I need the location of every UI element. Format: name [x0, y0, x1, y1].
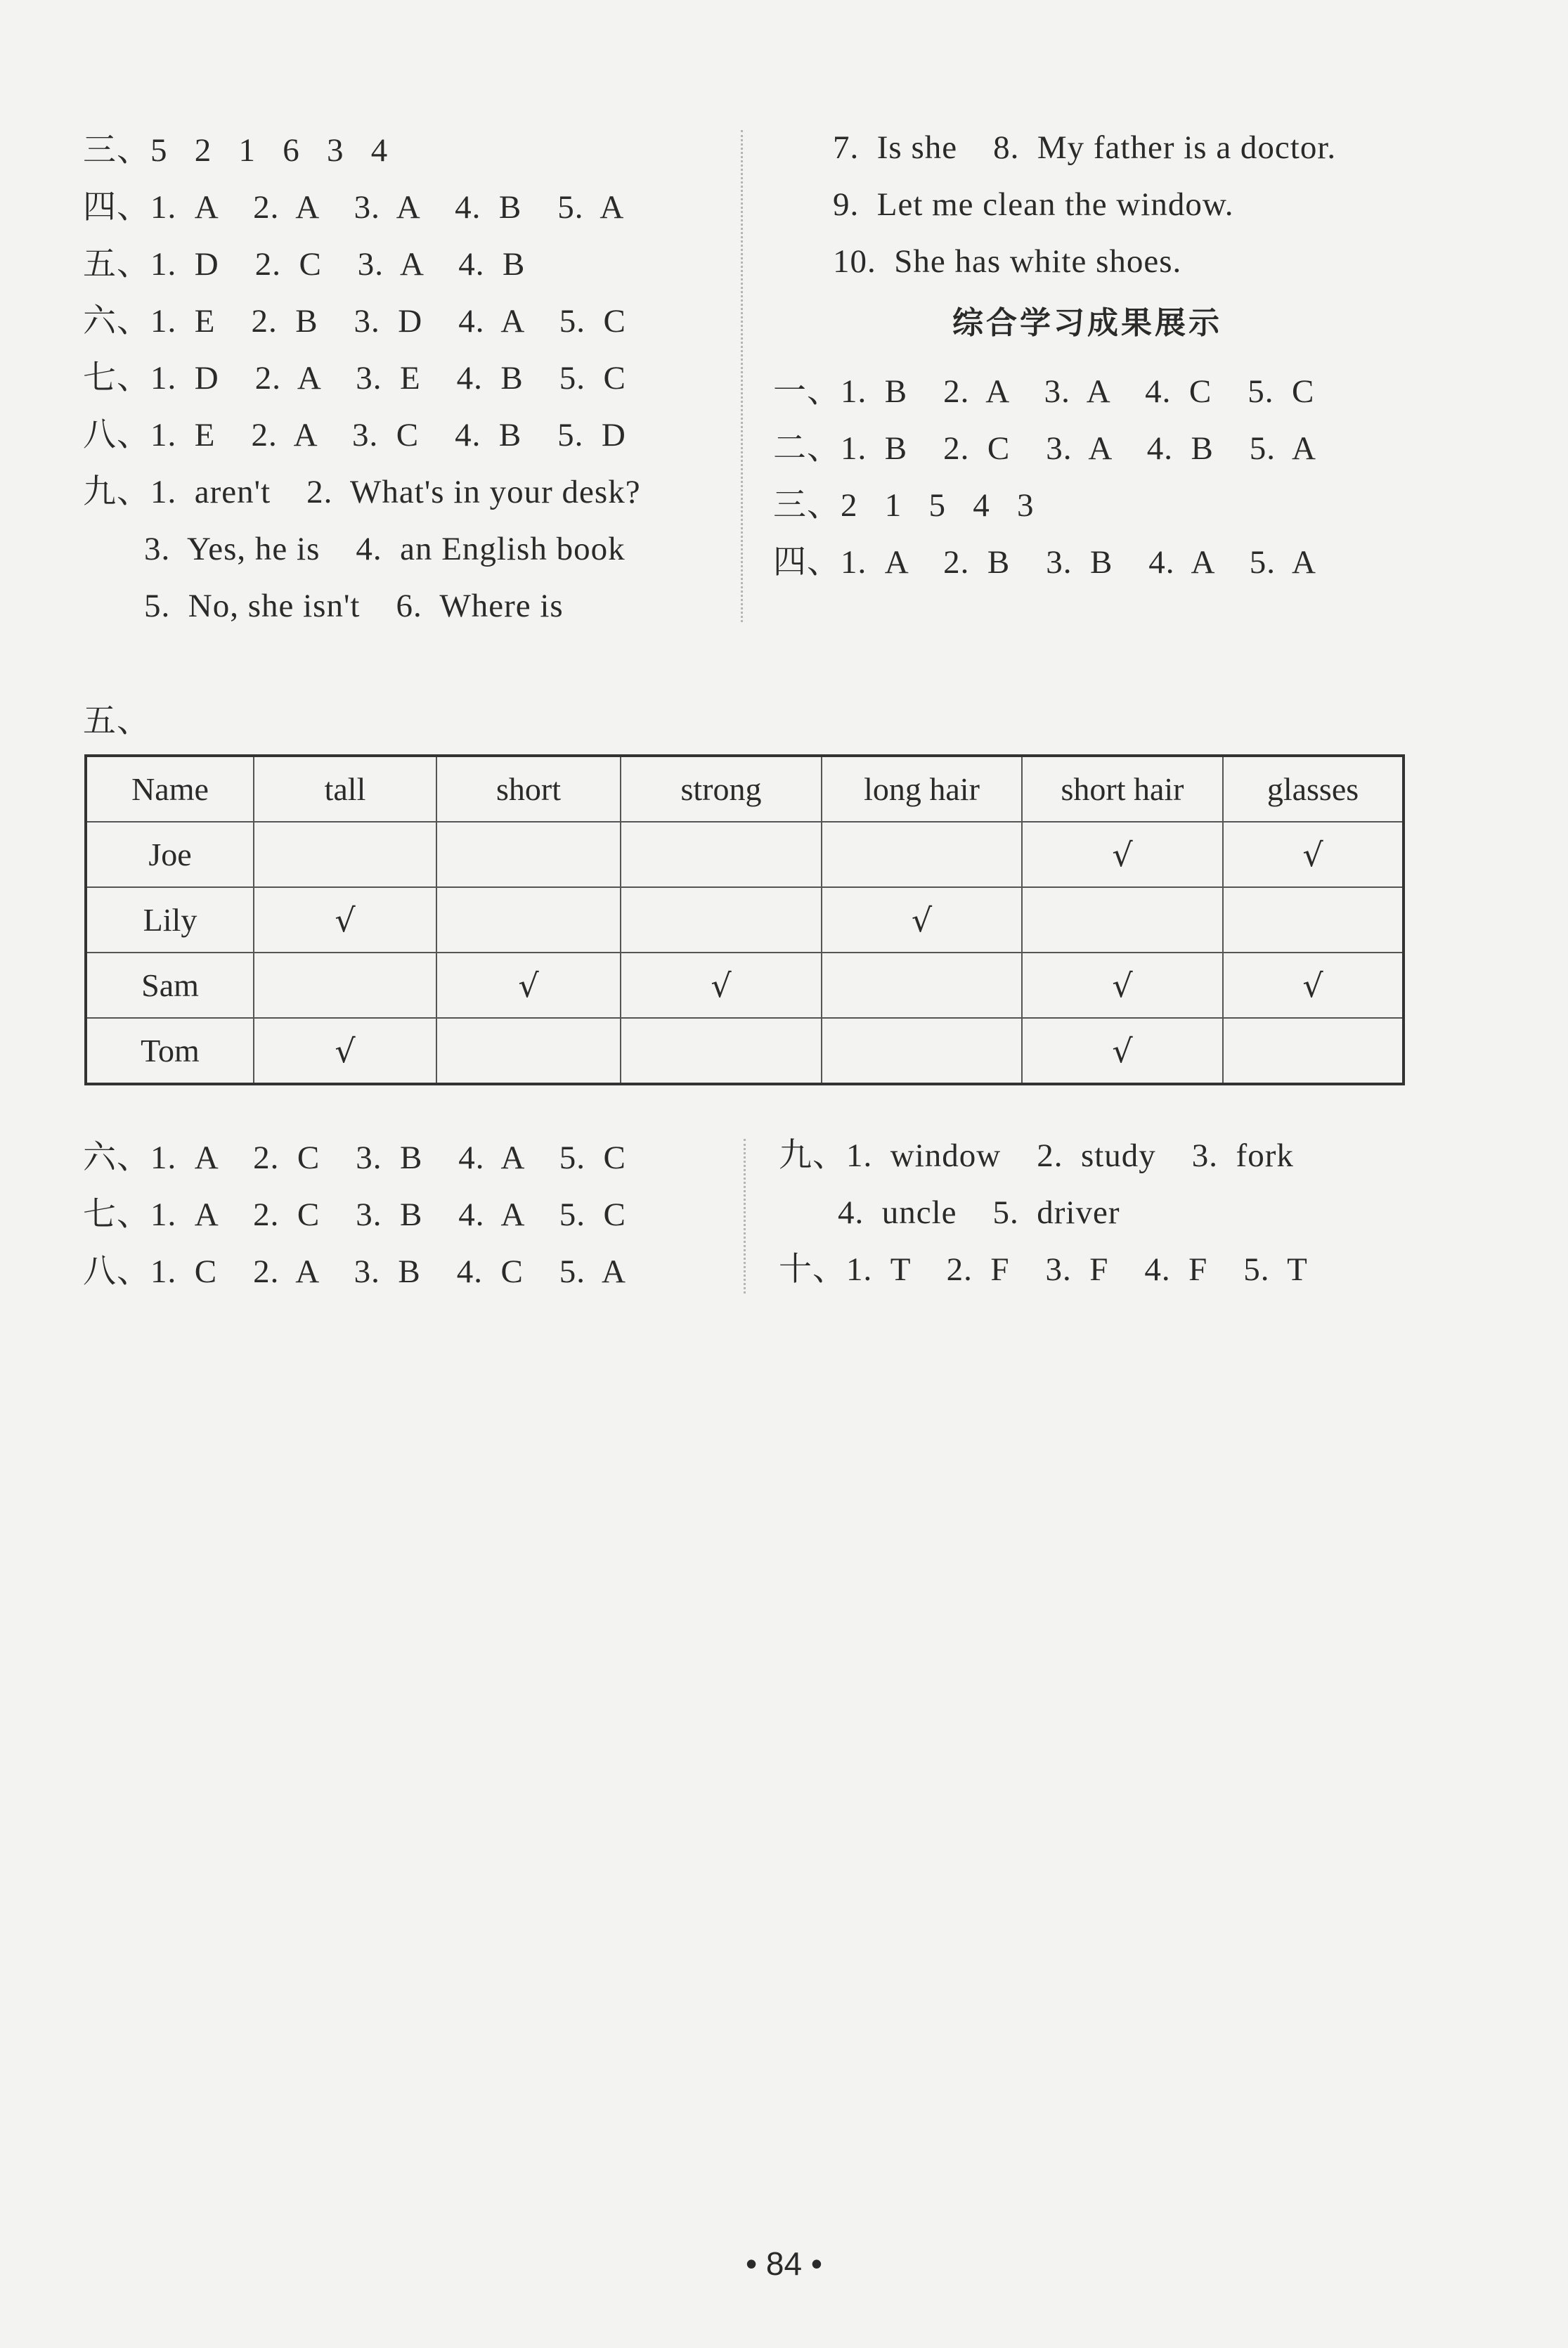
- check-cell: [822, 822, 1022, 887]
- header-cell: long hair: [822, 756, 1022, 822]
- answer-line-jiu-cont-3: 7. Is she 8. My father is a doctor.: [833, 129, 1337, 166]
- answer-line-jiu-cont-2: 5. No, she isn't 6. Where is: [144, 588, 564, 624]
- answer-line-jiu-bottom-cont: 4. uncle 5. driver: [838, 1194, 1120, 1231]
- check-cell: [822, 1018, 1022, 1084]
- answer-line-wu: 五、1. D 2. C 3. A 4. B: [83, 246, 526, 283]
- answer-line-si: 四、1. A 2. A 3. A 4. B 5. A: [83, 189, 625, 226]
- name-cell: Tom: [86, 1018, 254, 1084]
- answer-line-jiu-cont-1: 3. Yes, he is 4. an English book: [144, 531, 626, 567]
- review-answer-san: 三、2 1 5 4 3: [773, 487, 1035, 524]
- answer-line-liu-bottom: 六、1. A 2. C 3. B 4. A 5. C: [83, 1140, 626, 1176]
- check-cell: √: [1223, 953, 1404, 1018]
- check-cell: [621, 1018, 822, 1084]
- name-cell: Sam: [86, 953, 254, 1018]
- review-answer-er: 二、1. B 2. C 3. A 4. B 5. A: [773, 430, 1316, 467]
- check-cell: √: [1223, 822, 1404, 887]
- answer-line-shi-bottom: 十、1. T 2. F 3. F 4. F 5. T: [779, 1251, 1308, 1288]
- answer-line-ba-bottom: 八、1. C 2. A 3. B 4. C 5. A: [83, 1253, 626, 1290]
- check-cell: √: [621, 953, 822, 1018]
- check-cell: √: [822, 887, 1022, 953]
- column-divider-bottom: [744, 1139, 746, 1294]
- traits-table: [84, 754, 1405, 1085]
- check-cell: [621, 822, 822, 887]
- check-cell: √: [436, 953, 621, 1018]
- answer-line-qi-bottom: 七、1. A 2. C 3. B 4. A 5. C: [83, 1196, 626, 1233]
- check-cell: [436, 887, 621, 953]
- answer-line-jiu-cont-5: 10. She has white shoes.: [833, 243, 1182, 280]
- answer-line-qi: 七、1. D 2. A 3. E 4. B 5. C: [83, 360, 626, 396]
- answer-line-jiu-bottom: 九、1. window 2. study 3. fork: [779, 1137, 1294, 1174]
- check-cell: [1223, 887, 1404, 953]
- table-label: 五、: [83, 703, 150, 740]
- answer-line-jiu: 九、1. aren't 2. What's in your desk?: [83, 474, 641, 510]
- header-cell: strong: [621, 756, 822, 822]
- section-heading: 综合学习成果展示: [952, 305, 1222, 341]
- table-row: [86, 1018, 1404, 1084]
- check-cell: [254, 953, 436, 1018]
- check-cell: √: [1022, 822, 1223, 887]
- name-cell: Lily: [86, 887, 254, 953]
- check-cell: √: [1022, 1018, 1223, 1084]
- check-cell: [822, 953, 1022, 1018]
- check-cell: [621, 887, 822, 953]
- check-cell: √: [1022, 953, 1223, 1018]
- check-cell: [1223, 1018, 1404, 1084]
- header-cell: tall: [254, 756, 436, 822]
- page-number: • 84 •: [746, 2245, 822, 2282]
- answer-line-liu: 六、1. E 2. B 3. D 4. A 5. C: [83, 303, 626, 340]
- table-row: [86, 953, 1404, 1018]
- check-cell: √: [254, 887, 436, 953]
- header-cell: glasses: [1223, 756, 1404, 822]
- table-row: [86, 887, 1404, 953]
- answer-line-san: 三、5 2 1 6 3 4: [83, 132, 389, 169]
- check-cell: √: [254, 1018, 436, 1084]
- check-cell: [254, 822, 436, 887]
- column-divider-top: [741, 130, 743, 622]
- header-cell: Name: [86, 756, 254, 822]
- header-cell: short: [436, 756, 621, 822]
- table-header-row: [86, 756, 1404, 822]
- answer-line-jiu-cont-4: 9. Let me clean the window.: [833, 186, 1234, 223]
- check-cell: [436, 822, 621, 887]
- answer-line-ba: 八、1. E 2. A 3. C 4. B 5. D: [83, 417, 626, 453]
- review-answer-yi: 一、1. B 2. A 3. A 4. C 5. C: [773, 373, 1315, 410]
- table-row: [86, 822, 1404, 887]
- review-answer-si: 四、1. A 2. B 3. B 4. A 5. A: [773, 544, 1316, 581]
- check-cell: [1022, 887, 1223, 953]
- name-cell: Joe: [86, 822, 254, 887]
- header-cell: short hair: [1022, 756, 1223, 822]
- check-cell: [436, 1018, 621, 1084]
